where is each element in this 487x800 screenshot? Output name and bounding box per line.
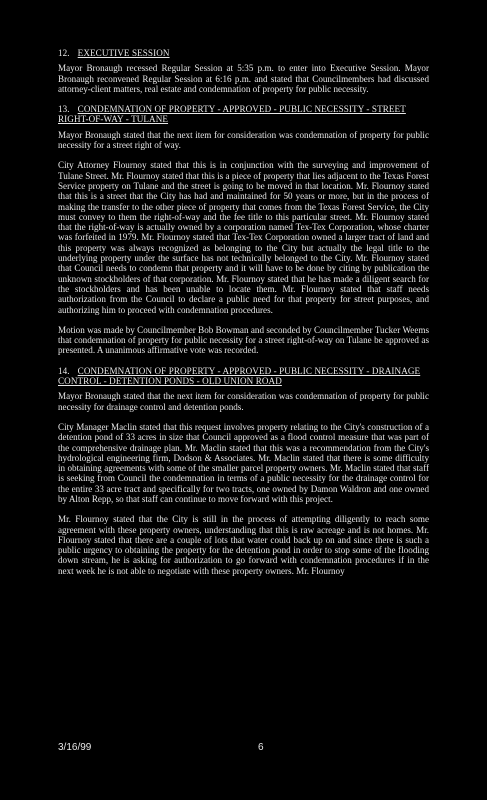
- section-title: CONDEMNATION OF PROPERTY - APPROVED - PUBLIC NECESSITY - STREET RIGHT-OF-WAY - TULANE: [58, 104, 406, 125]
- paragraph: Mayor Bronaugh stated that the next item for consideration was condemnation of property for public necessity for drainage control and detention ponds.: [58, 391, 429, 412]
- section-heading: [58, 48, 429, 58]
- paragraph: Mayor Bronaugh recessed Regular Session at 5:35 p.m. to enter into Executive Session. Mayor Bronaugh reconvened Regular Session at 6:16 p.m. and stated that Councilmembers had discussed attorney-client matters, real estate and condemnation of property for public necessity.: [58, 63, 429, 94]
- footer-date: 3/16/99: [58, 742, 92, 753]
- section-number: 12.: [58, 48, 70, 58]
- section-title: EXECUTIVE SESSION: [77, 48, 170, 58]
- page-number: 6: [258, 742, 264, 753]
- section-number: 14.: [58, 365, 70, 376]
- section-heading: [58, 366, 429, 387]
- paragraph: Motion was made by Councilmember Bob Bowman and seconded by Councilmember Tucker Weems that condemnation of property for public necessity for a street right-of-way on Tulane be approved as presented. A unanimous affirmative vote was recorded.: [58, 324, 429, 356]
- section-14: [58, 366, 429, 576]
- paragraph: Mayor Bronaugh stated that the next item for consideration was condemnation of property for public necessity for a street right of way.: [58, 129, 429, 151]
- section-number: 13.: [58, 104, 70, 115]
- section-title: CONDEMNATION OF PROPERTY - APPROVED - PUBLIC NECESSITY - DRAINAGE CONTROL - DETENTION PONDS - OLD UNION ROAD: [58, 365, 421, 387]
- section-12: [58, 48, 429, 94]
- section-13: [58, 104, 429, 356]
- section-heading: [58, 104, 429, 125]
- paragraph: Mr. Flournoy stated that the City is still in the process of attempting diligently to reach some agreement with these property owners, understanding that this is raw acreage and is not homes. Mr. Flournoy stated that there are a couple of lots that water could back up on and since there is such a public urgency to obtaining the property for the detention pond in order to stop some of the flooding down stream, he is asking for authorization to go forward with condemnation procedures if in the next week he is not able to negotiate with these property owners. Mr. Flournoy: [58, 514, 429, 576]
- paragraph: City Manager Maclin stated that this request involves property relating to the City's construction of a detention pond of 33 acres in size that Council approved as a flood control measure that was part of the comprehensive drainage plan. Mr. Maclin stated that this was a recommendation from the City's hydrological engineering firm, Dodson & Associates. Mr. Maclin stated that there is some difficulty in obtaining agreements with some of the smaller parcel property owners. Mr. Maclin stated that staff is seeking from Council the condemnation in terms of a public necessity for the drainage control for the entire 33 acre tract and specifically for two tracts, one owned by Damon Waldron and one owned by Alton Repp, so that staff can continue to move forward with this project.: [58, 421, 429, 504]
- paragraph: City Attorney Flournoy stated that this is in conjunction with the surveying and improvement of Tulane Street. Mr. Flournoy stated that this is a piece of property that lies adjacent to the Texas Forest Service property on Tulane and the street is going to be moved in that location. Mr. Flournoy stated that this is a street that the City has had and maintained for 50 years or more, but in the process of making the transfer to the other piece of property that comes from the Texas Forest Service, the City must convey to them the right-of-way and the fee title to this particular street. Mr. Flournoy stated that the right-of-way is actually owned by a corporation named Tex-Tex Corporation, whose charter was forfeited in 1979. Mr. Flournoy stated that Tex-Tex Corporation owned a larger tract of land and this property was always recognized as belonging to the City but actually the legal title to the underlying property under the surface has not technically belonged to the City. Mr. Flournoy stated that Council needs to condemn that property and it will have to be done by citing by publication the unknown stockholders of that corporation. Mr. Flournoy stated that he has made a diligent search for the stockholders and has been unable to locate them. Mr. Flournoy stated that staff needs authorization from the Council to declare a public need for that property for street purposes, and authorizing him to proceed with condemnation procedures.: [58, 160, 429, 315]
